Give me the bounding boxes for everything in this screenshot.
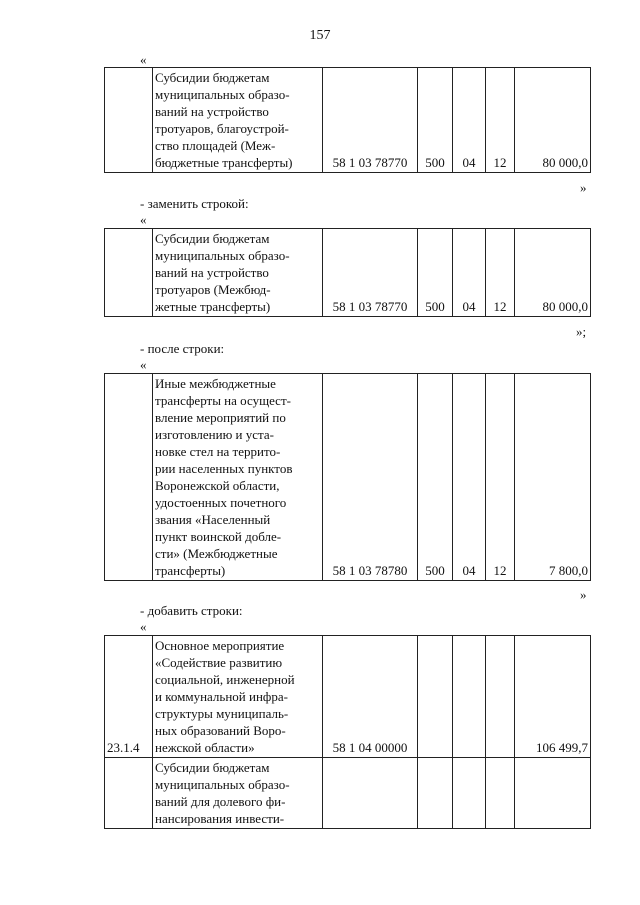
cell-expense-type bbox=[418, 636, 453, 758]
cell-target-code: 58 1 03 78770 bbox=[323, 229, 418, 317]
cell-section: 04 bbox=[453, 229, 486, 317]
page-number: 157 bbox=[309, 28, 331, 43]
cell-number bbox=[105, 68, 153, 173]
cell-name: Субсидии бюджетам муниципальных образо- ваний на устройство тротуаров (Межбюд- жетные трансферты) bbox=[153, 229, 323, 317]
cell-amount: 80 000,0 bbox=[515, 68, 591, 173]
cell-name: Иные межбюджетные трансферты на осущест- вление мероприятий по изготовлению и уста- новке стел на террито- рии населенных пунктов Воронежской области, удостоенных почетного звания «Населенный пункт воинской добле- сти» (Межбюджетные трансферты) bbox=[153, 374, 323, 581]
cell-subsection bbox=[486, 758, 515, 829]
cell-amount: 7 800,0 bbox=[515, 374, 591, 581]
cell-amount: 80 000,0 bbox=[515, 229, 591, 317]
cell-subsection bbox=[486, 636, 515, 758]
closing-quote-semicolon: »; bbox=[576, 324, 587, 339]
cell-section bbox=[453, 758, 486, 829]
budget-table-replacement-row bbox=[104, 228, 591, 317]
opening-quote: « bbox=[140, 357, 147, 372]
cell-number: 23.1.4 bbox=[105, 636, 153, 758]
closing-quote: » bbox=[580, 180, 587, 195]
budget-table-added-rows bbox=[104, 635, 591, 829]
table-row bbox=[105, 229, 591, 317]
cell-target-code: 58 1 04 00000 bbox=[323, 636, 418, 758]
table-row bbox=[105, 636, 591, 758]
cell-expense-type bbox=[418, 758, 453, 829]
cell-section bbox=[453, 636, 486, 758]
table-row bbox=[105, 68, 591, 173]
table-row bbox=[105, 374, 591, 581]
instruction-replace: - заменить строкой: bbox=[140, 196, 249, 211]
cell-number bbox=[105, 758, 153, 829]
budget-table-original-row bbox=[104, 67, 591, 173]
cell-target-code: 58 1 03 78770 bbox=[323, 68, 418, 173]
cell-name: Субсидии бюджетам муниципальных образо- ваний на устройство тротуаров, благоустрой- ство площадей (Меж- бюджетные трансферты) bbox=[153, 68, 323, 173]
cell-section: 04 bbox=[453, 374, 486, 581]
cell-subsection: 12 bbox=[486, 229, 515, 317]
cell-subsection: 12 bbox=[486, 374, 515, 581]
cell-expense-type: 500 bbox=[418, 374, 453, 581]
cell-name: Основное мероприятие «Содействие развитию социальной, инженерной и коммунальной инфра- структуры муниципаль- ных образований Воро- нежской области» bbox=[153, 636, 323, 758]
instruction-add-rows: - добавить строки: bbox=[140, 603, 243, 618]
cell-expense-type: 500 bbox=[418, 68, 453, 173]
table-row bbox=[105, 758, 591, 829]
cell-number bbox=[105, 374, 153, 581]
instruction-after-row: - после строки: bbox=[140, 341, 225, 356]
cell-name: Субсидии бюджетам муниципальных образо- ваний для долевого фи- нансирования инвести- bbox=[153, 758, 323, 829]
cell-expense-type: 500 bbox=[418, 229, 453, 317]
cell-number bbox=[105, 229, 153, 317]
cell-target-code bbox=[323, 758, 418, 829]
cell-amount bbox=[515, 758, 591, 829]
opening-quote: « bbox=[140, 212, 147, 227]
opening-quote: « bbox=[140, 619, 147, 634]
opening-quote: « bbox=[140, 52, 147, 67]
cell-amount: 106 499,7 bbox=[515, 636, 591, 758]
budget-table-anchor-row bbox=[104, 373, 591, 581]
closing-quote: » bbox=[580, 587, 587, 602]
cell-target-code: 58 1 03 78780 bbox=[323, 374, 418, 581]
cell-section: 04 bbox=[453, 68, 486, 173]
cell-subsection: 12 bbox=[486, 68, 515, 173]
